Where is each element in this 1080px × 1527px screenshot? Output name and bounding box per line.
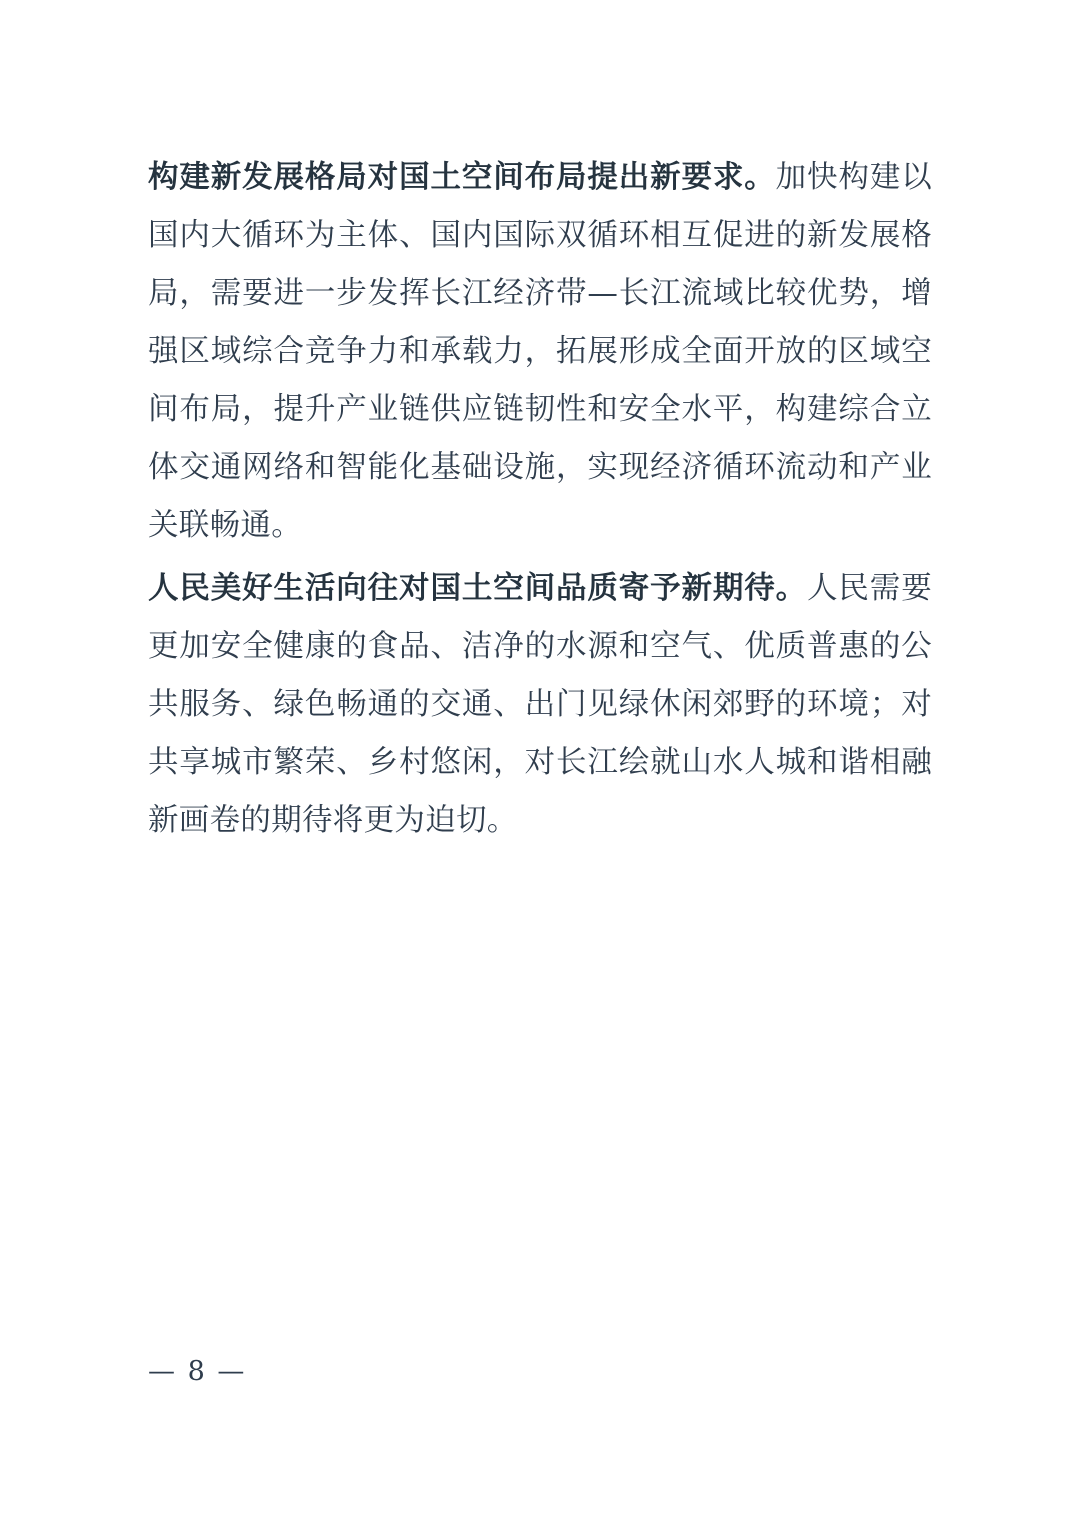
page-number: — 8 — [148, 1356, 247, 1387]
page-body [148, 148, 932, 854]
paragraph-2-lead: 人民美好生活向往对国土空间品质寄予新期待。 [148, 570, 808, 606]
paragraph-2 [148, 559, 932, 850]
paragraph-1 [148, 148, 932, 555]
page-footer [0, 1356, 1080, 1387]
paragraph-1-body: 加快构建以国内大循环为主体、国内国际双循环相互促进的新发展格局，需要进一步发挥长江经济带—长江流域比较优势，增强区域综合竞争力和承载力，拓展形成全面开放的区域空间布局，提升产业链供应链韧性和安全水平，构建综合立体交通网络和智能化基础设施，实现经济循环流动和产业关联畅通。 [148, 160, 933, 543]
paragraph-2-body: 人民需要更加安全健康的食品、洁净的水源和空气、优质普惠的公共服务、绿色畅通的交通、出门见绿休闲郊野的环境；对共享城市繁荣、乡村悠闲，对长江绘就山水人城和谐相融新画卷的期待将更为迫切。 [148, 571, 932, 838]
paragraph-1-lead: 构建新发展格局对国土空间布局提出新要求。 [148, 159, 776, 195]
